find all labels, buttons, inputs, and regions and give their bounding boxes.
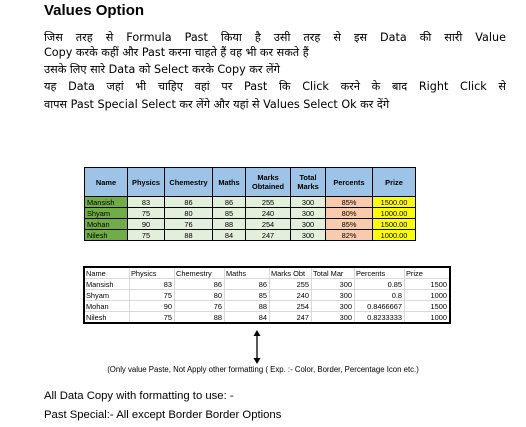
header-name: Name	[85, 168, 128, 197]
values-table	[83, 266, 451, 324]
header-maths: Maths	[213, 168, 246, 197]
paragraph-line-4: यह Data जहां भी चाहिए वहां पर Past कि Click करने के बाद Right Click से	[44, 80, 506, 93]
formatted-table-header-row	[85, 168, 416, 197]
header-total-marks: Total Mar	[312, 267, 355, 279]
cell: 80	[165, 208, 213, 219]
cell: 88	[165, 230, 213, 241]
cell: 85	[225, 290, 270, 301]
cell: 300	[291, 219, 326, 230]
header-percents: Percents	[355, 267, 405, 279]
table-row	[84, 279, 450, 290]
double-arrow-icon	[250, 330, 264, 364]
cell: 1500.00	[373, 197, 416, 208]
cell: 75	[130, 312, 175, 324]
formatted-table	[84, 167, 416, 241]
header-physics: Physics	[128, 168, 165, 197]
cell: 1000.00	[373, 230, 416, 241]
cell: 247	[246, 230, 291, 241]
header-prize: Prize	[405, 267, 451, 279]
cell: 86	[213, 197, 246, 208]
cell: 254	[246, 219, 291, 230]
cell: 300	[312, 312, 355, 324]
table-row	[84, 290, 450, 301]
cell: Shyam	[84, 290, 130, 301]
cell: 75	[128, 208, 165, 219]
cell: 255	[270, 279, 312, 290]
paragraph-line-3: उसके लिए सारे Data को Select करके Copy कर लेंगे	[44, 63, 280, 76]
cell: 86	[165, 197, 213, 208]
cell: 1500.00	[373, 219, 416, 230]
cell: 300	[291, 208, 326, 219]
table-row	[85, 219, 416, 230]
cell: 0.8233333	[355, 312, 405, 324]
table-row	[84, 312, 450, 324]
cell: Mohan	[85, 219, 128, 230]
cell: Mansish	[84, 279, 130, 290]
paragraph-line-2: Copy करके कहीं और Past करना चाहते हैं वह भी कर सकते हैं	[44, 46, 309, 59]
header-prize: Prize	[373, 168, 416, 197]
cell: 90	[128, 219, 165, 230]
cell: 83	[128, 197, 165, 208]
header-marks-obtained: Marks Obt	[270, 267, 312, 279]
cell: 240	[270, 290, 312, 301]
cell: 1500	[405, 301, 451, 312]
cell: 76	[175, 301, 225, 312]
values-table-header-row	[84, 267, 450, 279]
cell: Nilesh	[84, 312, 130, 324]
cell: 1500	[405, 279, 451, 290]
table-row	[84, 301, 450, 312]
header-percents: Percents	[326, 168, 373, 197]
paragraph-line-5: वापस Past Special Select कर लेंगे और यहां से Values Select Ok कर देंगे	[44, 98, 390, 111]
cell: 1000	[405, 312, 451, 324]
cell: 85%	[326, 219, 373, 230]
note-text: (Only value Paste, Not Apply other formatting ( Exp. :- Color, Border, Percentage Icon etc.)	[107, 365, 419, 374]
cell: 76	[165, 219, 213, 230]
cell: 86	[175, 279, 225, 290]
cell: Mansish	[85, 197, 128, 208]
table-row	[85, 197, 416, 208]
cell: 1000	[405, 290, 451, 301]
header-marks-obtained: Marks Obtained	[246, 168, 291, 197]
cell: 80	[175, 290, 225, 301]
header-chemistry: Chemestry	[165, 168, 213, 197]
cell: 254	[270, 301, 312, 312]
cell: 1000.00	[373, 208, 416, 219]
cell: 84	[225, 312, 270, 324]
cell: 85	[213, 208, 246, 219]
formatting-copy-text: All Data Copy with formatting to use: -	[44, 390, 234, 402]
header-name: Name	[84, 267, 130, 279]
cell: 86	[225, 279, 270, 290]
cell: 82%	[326, 230, 373, 241]
cell: 88	[213, 219, 246, 230]
table-row	[85, 208, 416, 219]
cell: 0.8	[355, 290, 405, 301]
cell: 84	[213, 230, 246, 241]
cell: 240	[246, 208, 291, 219]
header-physics: Physics	[130, 267, 175, 279]
cell: 75	[128, 230, 165, 241]
header-maths: Maths	[225, 267, 270, 279]
cell: 300	[291, 197, 326, 208]
cell: 88	[175, 312, 225, 324]
cell: 255	[246, 197, 291, 208]
cell: 83	[130, 279, 175, 290]
cell: 85%	[326, 197, 373, 208]
header-chemistry: Chemestry	[175, 267, 225, 279]
header-total-marks: Total Marks	[291, 168, 326, 197]
cell: 300	[312, 301, 355, 312]
cell: Shyam	[85, 208, 128, 219]
cell: Nilesh	[85, 230, 128, 241]
cell: 300	[291, 230, 326, 241]
cell: Mohan	[84, 301, 130, 312]
cell: 90	[130, 301, 175, 312]
cell: 0.85	[355, 279, 405, 290]
cell: 88	[225, 301, 270, 312]
cell: 80%	[326, 208, 373, 219]
cell: 300	[312, 290, 355, 301]
cell: 75	[130, 290, 175, 301]
table-row	[85, 230, 416, 241]
cell: 300	[312, 279, 355, 290]
cell: 0.8466667	[355, 301, 405, 312]
section-heading: Values Option	[44, 2, 145, 19]
past-special-text: Past Special:- All except Border Border Options	[44, 409, 282, 421]
cell: 247	[270, 312, 312, 324]
paragraph-line-1: जिस तरह से Formula Past किया है उसी तरह से इस Data की सारी Value	[44, 31, 506, 44]
